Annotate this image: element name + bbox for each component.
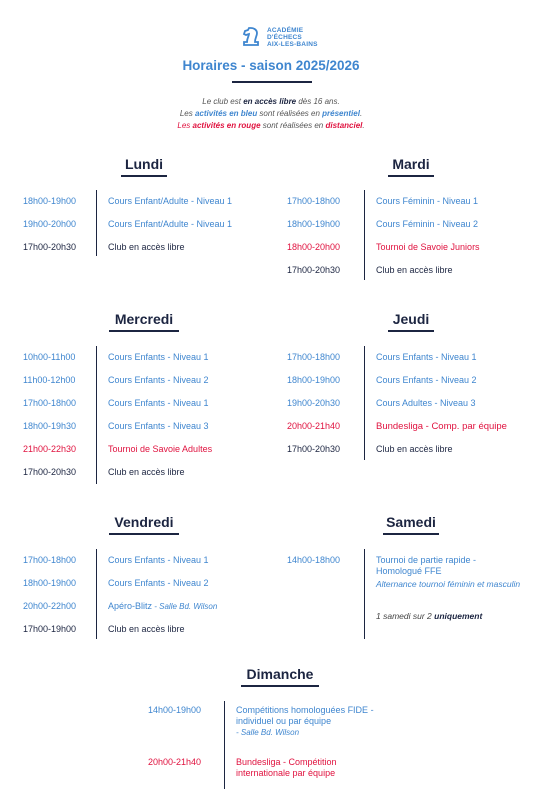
divider-dimanche	[224, 701, 225, 789]
time-lundi-2: 19h00-20h00	[23, 219, 77, 229]
activity-jeudi-3: Cours Adultes - Niveau 3	[376, 398, 476, 408]
day-header-vendredi: Vendredi	[44, 514, 244, 535]
divider-mercredi	[96, 346, 97, 484]
day-header-mercredi: Mercredi	[44, 311, 244, 332]
academy-logo	[239, 22, 349, 52]
title-underline	[232, 81, 312, 83]
time-dimanche-2: 20h00-21h40	[148, 757, 202, 767]
activity-mardi-3: Tournoi de Savoie Juniors	[376, 242, 480, 252]
activity-samedi: Tournoi de partie rapide - Homologué FFE	[376, 555, 477, 576]
divider-jeudi	[364, 346, 365, 460]
intro-line-2: Les activités en bleu sont réalisées en présentiel.	[179, 109, 363, 118]
time-mercredi-3: 17h00-18h00	[23, 398, 77, 408]
activity-lundi-2: Cours Enfant/Adulte - Niveau 1	[108, 219, 233, 229]
time-mardi-3: 18h00-20h00	[287, 242, 341, 252]
time-vendredi-1: 17h00-18h00	[23, 555, 77, 565]
time-mardi-1: 17h00-18h00	[287, 196, 341, 206]
activity-mercredi-5: Tournoi de Savoie Adultes	[108, 444, 213, 454]
activity-mardi-2: Cours Féminin - Niveau 2	[376, 219, 479, 229]
time-mercredi-1: 10h00-11h00	[23, 352, 76, 362]
time-mercredi-6: 17h00-20h30	[23, 467, 77, 477]
activity-vendredi-1: Cours Enfants - Niveau 1	[108, 555, 209, 565]
activity-mercredi-4: Cours Enfants - Niveau 3	[108, 421, 209, 431]
extra-samedi: 1 samedi sur 2 uniquement	[376, 611, 483, 621]
activity-dimanche-1: Compétitions homologuées FIDE - individuel ou par équipe - Salle Bd. Wilson	[236, 705, 374, 737]
activity-lundi-1: Cours Enfant/Adulte - Niveau 1	[108, 196, 233, 206]
knight-icon	[239, 25, 263, 49]
activity-mardi-4: Club en accès libre	[376, 265, 453, 275]
divider-lundi	[96, 190, 97, 256]
note-samedi: Alternance tournoi féminin et masculin	[376, 579, 521, 589]
activity-jeudi-5: Club en accès libre	[376, 444, 453, 454]
logo-text: ACADÉMIE D'ÉCHECS AIX-LES-BAINS	[267, 26, 318, 48]
activity-dimanche-2: Bundesliga - Compétition internationale par équipe	[236, 757, 337, 778]
time-jeudi-2: 18h00-19h00	[287, 375, 341, 385]
day-header-samedi: Samedi	[311, 514, 511, 535]
time-vendredi-2: 18h00-19h00	[23, 578, 77, 588]
time-vendredi-3: 20h00-22h00	[23, 601, 77, 611]
time-lundi-3: 17h00-20h30	[23, 242, 77, 252]
time-vendredi-4: 17h00-19h00	[23, 624, 77, 634]
time-mercredi-4: 18h00-19h30	[23, 421, 77, 431]
activity-jeudi-4: Bundesliga - Comp. par équipe	[376, 421, 507, 432]
intro-line-1: Le club est en accès libre dès 16 ans.	[202, 97, 340, 106]
activity-vendredi-3: Apéro-Blitz - Salle Bd. Wilson	[108, 601, 218, 611]
day-header-jeudi: Jeudi	[311, 311, 511, 332]
time-samedi: 14h00-18h00	[287, 555, 341, 565]
divider-mardi	[364, 190, 365, 280]
activity-mercredi-3: Cours Enfants - Niveau 1	[108, 398, 209, 408]
time-lundi-1: 18h00-19h00	[23, 196, 77, 206]
day-header-lundi: Lundi	[44, 156, 244, 177]
activity-jeudi-2: Cours Enfants - Niveau 2	[376, 375, 477, 385]
activity-vendredi-4: Club en accès libre	[108, 624, 185, 634]
time-jeudi-3: 19h00-20h30	[287, 398, 341, 408]
activity-mardi-1: Cours Féminin - Niveau 1	[376, 196, 479, 206]
day-header-mardi: Mardi	[311, 156, 511, 177]
activity-mercredi-1: Cours Enfants - Niveau 1	[108, 352, 209, 362]
divider-vendredi	[96, 549, 97, 639]
day-header-dimanche: Dimanche	[180, 666, 380, 687]
time-jeudi-5: 17h00-20h30	[287, 444, 341, 454]
time-mercredi-5: 21h00-22h30	[23, 444, 77, 454]
time-jeudi-4: 20h00-21h40	[287, 421, 341, 431]
activity-lundi-3: Club en accès libre	[108, 242, 185, 252]
time-jeudi-1: 17h00-18h00	[287, 352, 341, 362]
divider-samedi	[364, 549, 365, 639]
time-dimanche-1: 14h00-19h00	[148, 705, 202, 715]
activity-vendredi-2: Cours Enfants - Niveau 2	[108, 578, 209, 588]
activity-mercredi-6: Club en accès libre	[108, 467, 185, 477]
time-mercredi-2: 11h00-12h00	[23, 375, 76, 385]
intro-line-3: Les activités en rouge sont réalisées en distanciel.	[177, 121, 365, 130]
activity-jeudi-1: Cours Enfants - Niveau 1	[376, 352, 477, 362]
activity-mercredi-2: Cours Enfants - Niveau 2	[108, 375, 209, 385]
page-title: Horaires - saison 2025/2026	[182, 58, 360, 73]
time-mardi-2: 18h00-19h00	[287, 219, 341, 229]
time-mardi-4: 17h00-20h30	[287, 265, 341, 275]
